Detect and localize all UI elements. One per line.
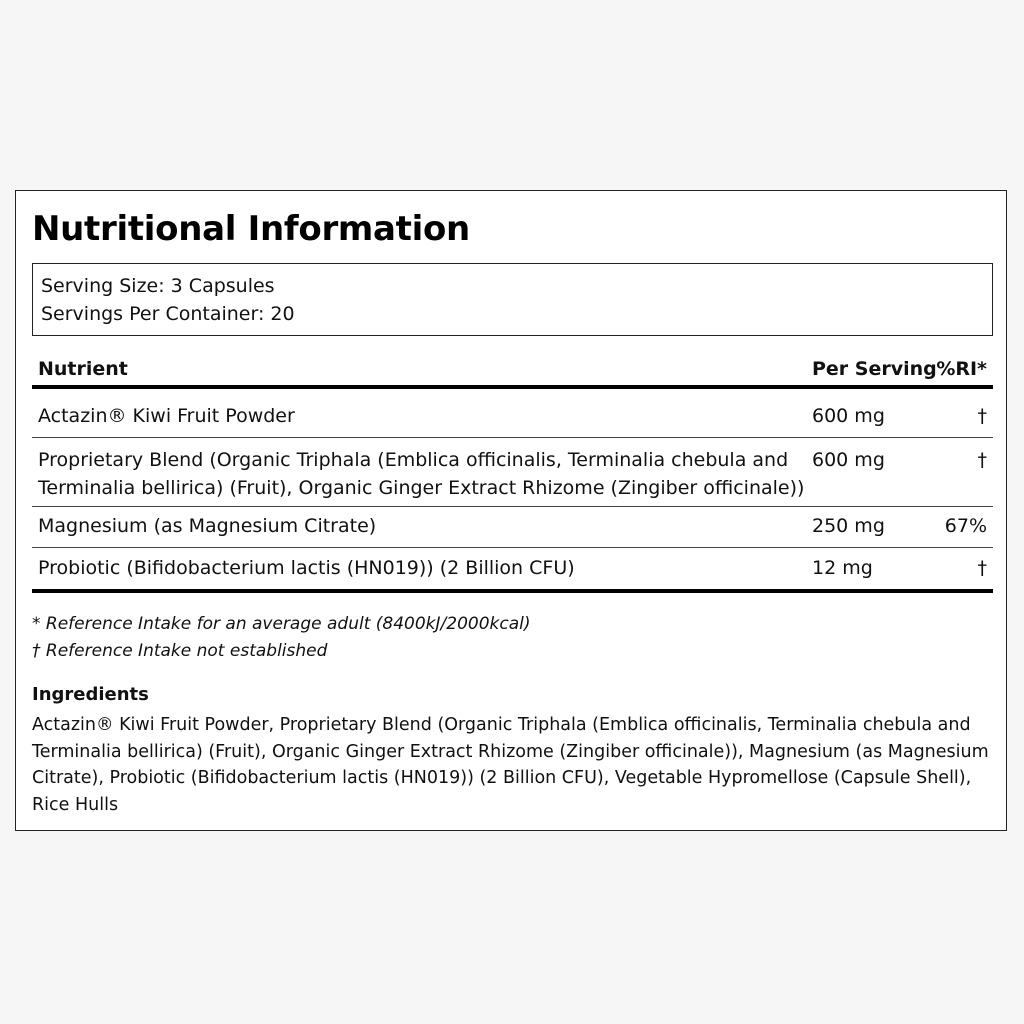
serving-size: Serving Size: 3 Capsules [41, 275, 275, 297]
nutrient-ri: 67% [944, 515, 987, 537]
table-header-row [32, 351, 993, 389]
table-row [32, 389, 993, 438]
nutrient-ri: † [977, 405, 987, 427]
table-row [32, 438, 993, 507]
nutrient-name: Actazin® Kiwi Fruit Powder [38, 405, 295, 427]
ingredients-heading: Ingredients [32, 684, 149, 705]
footnotes [32, 611, 531, 665]
servings-per-container: Servings Per Container: 20 [41, 303, 295, 325]
nutrient-name: Probiotic (Bifidobacterium lactis (HN019)) (2 Billion CFU) [38, 557, 575, 579]
nutrient-ri: † [977, 557, 987, 579]
footnote-reference-intake: * Reference Intake for an average adult (8400kJ/2000kcal) [32, 614, 531, 634]
nutrient-per-serving: 600 mg [812, 405, 885, 427]
footnote-not-established: † Reference Intake not established [32, 641, 328, 661]
nutrient-per-serving: 600 mg [812, 449, 885, 471]
nutrient-per-serving: 250 mg [812, 515, 885, 537]
nutrient-ri: † [977, 449, 987, 471]
nutrient-name: Magnesium (as Magnesium Citrate) [38, 515, 377, 537]
table-row [32, 507, 993, 548]
column-header-per-serving: Per Serving [812, 358, 937, 380]
nutrient-name: Proprietary Blend (Organic Triphala (Emblica officinalis, Terminalia chebula and Terminalia bellirica) (Fruit), Organic Ginger Extract Rhizome (Zingiber officinale)) [38, 449, 805, 499]
nutrition-label-panel [15, 190, 1007, 831]
ingredients-text: Actazin® Kiwi Fruit Powder, Proprietary Blend (Organic Triphala (Emblica officinalis, Terminalia chebula and Terminalia bellirica) (Fruit), Organic Ginger Extract Rhizome (Zingiber officinale)), Magnesium (as Magnesium Citrate), Probiotic (Bifidobacterium lactis (HN019)) (2 Billion CFU), Vegetable Hypromellose (Capsule Shell), Rice Hulls [32, 715, 989, 815]
table-row [32, 548, 993, 593]
column-header-nutrient: Nutrient [38, 358, 128, 380]
nutrient-per-serving: 12 mg [812, 557, 873, 579]
column-header-ri: %RI* [936, 358, 987, 380]
serving-info-box [32, 263, 993, 336]
nutrient-table [32, 351, 993, 593]
label-title: Nutritional Information [32, 209, 470, 249]
